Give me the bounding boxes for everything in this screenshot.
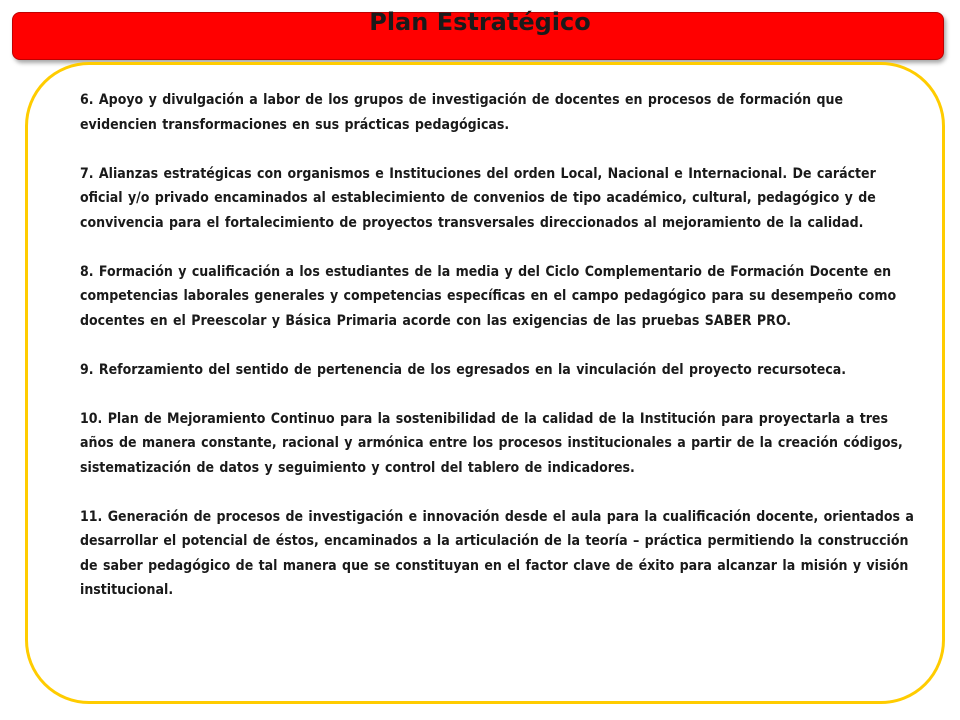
plan-item-10: 10. Plan de Mejoramiento Continuo para la sostenibilidad de la calidad de la Institución para proyectarla a tres años de manera constante, racional y armónica entre los procesos institucionales a partir de la creación códigos, sistematización de datos y seguimiento y control del tablero de indicadores. [80,410,903,476]
plan-item-11: 11. Generación de procesos de investigación e innovación desde el aula para la cualificación docente, orientados a desarrollar el potencial de éstos, encaminados a la articulación de la teoría – práctica permitiendo la construcción de saber pedagógico de tal manera que se constituyan en el factor clave de éxito para alcanzar la misión y visión institucional. [80,508,914,598]
content-body [80,88,915,603]
page-title: Plan Estratégico [369,8,591,36]
plan-item-7: 7. Alianzas estratégicas con organismos e Instituciones del orden Local, Nacional e Internacional. De carácter oficial y/o privado encaminados al establecimiento de convenios de tipo académico, cultural, pedagógico y de convivencia para el fortalecimiento de proyectos transversales direccionados al mejoramiento de la calidad. [80,165,876,231]
plan-item-8: 8. Formación y cualificación a los estudiantes de la media y del Ciclo Complementario de Formación Docente en competencias laborales generales y competencias específicas en el campo pedagógico para su desempeño como docentes en el Preescolar y Básica Primaria acorde con las exigencias de las pruebas SABER PRO. [80,263,897,329]
plan-item-6: 6. Apoyo y divulgación a labor de los grupos de investigación de docentes en procesos de formación que evidencien transformaciones en sus prácticas pedagógicas. [80,92,844,133]
plan-item-9: 9. Reforzamiento del sentido de pertenencia de los egresados en la vinculación del proyecto recursoteca. [80,361,847,378]
